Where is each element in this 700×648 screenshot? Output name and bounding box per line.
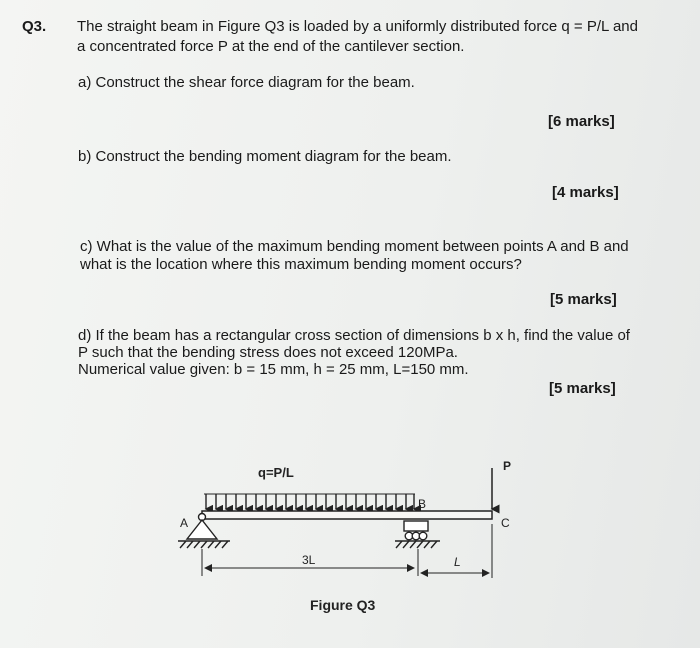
question-intro-line-2: a concentrated force P at the end of the cantilever section. (77, 38, 465, 55)
part-b-marks: [4 marks] (552, 184, 619, 201)
roller-support-b (395, 521, 440, 548)
part-b-text: b) Construct the bending moment diagram for the beam. (78, 148, 452, 165)
dimension-ab-label: 3L (302, 553, 316, 567)
part-c-marks: [5 marks] (550, 291, 617, 308)
point-c-label: C (501, 516, 510, 530)
part-d-marks: [5 marks] (549, 380, 616, 397)
force-label-p: P (503, 459, 512, 473)
question-number: Q3. (22, 18, 47, 35)
load-label: q=P/L (258, 465, 294, 480)
part-a-text: a) Construct the shear force diagram for the beam. (78, 74, 415, 91)
part-c-line-1: c) What is the value of the maximum bending moment between points A and B and (80, 238, 629, 255)
part-a-marks: [6 marks] (548, 113, 615, 130)
part-c-line-2: what is the location where this maximum bending moment occurs? (80, 256, 522, 273)
dimension-bc-label: L (454, 555, 461, 569)
dimension-lines (202, 524, 492, 578)
point-a-label: A (180, 516, 189, 530)
part-d-line-3: Numerical value given: b = 15 mm, h = 25 mm, L=150 mm. (78, 361, 469, 378)
figure-caption: Figure Q3 (310, 597, 376, 613)
part-d-line-1: d) If the beam has a rectangular cross section of dimensions b x h, find the value of (78, 327, 630, 344)
part-d-line-2: P such that the bending stress does not exceed 120MPa. (78, 344, 458, 361)
point-b-label: B (418, 497, 427, 511)
question-intro-line-1: The straight beam in Figure Q3 is loaded by a uniformly distributed force q = P/L and (77, 18, 638, 35)
beam (202, 511, 492, 519)
distributed-load (204, 494, 415, 509)
